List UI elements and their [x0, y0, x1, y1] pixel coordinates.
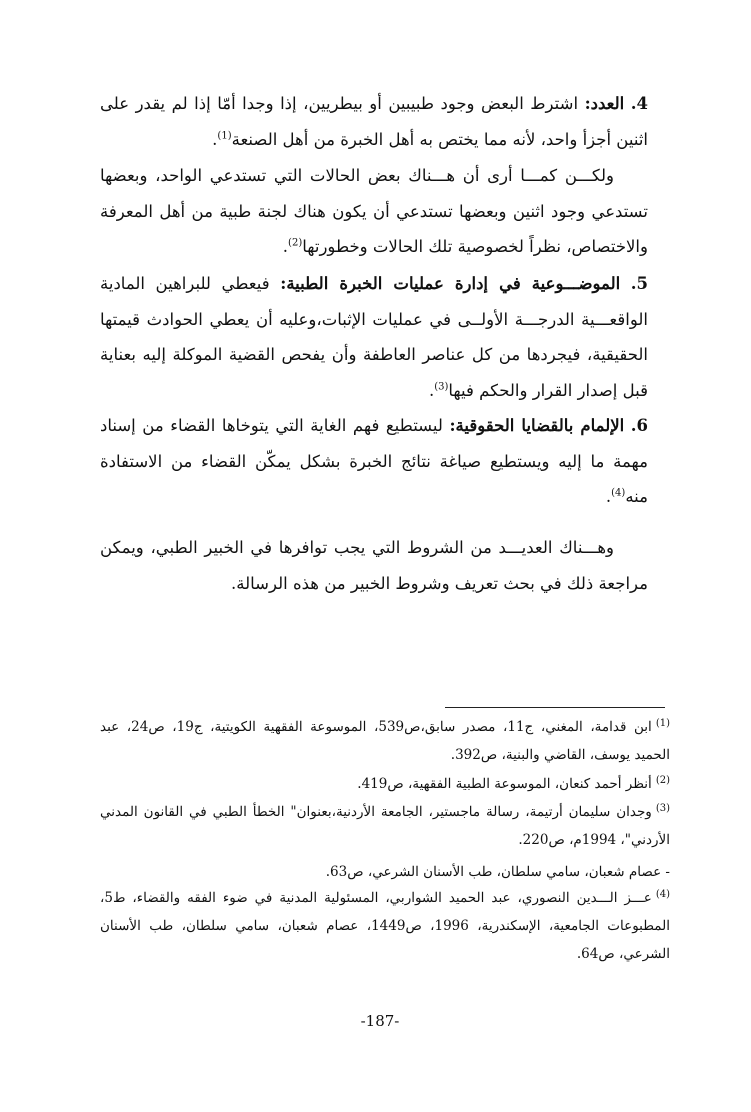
footnote-ref[interactable]: (1) [217, 130, 232, 141]
footnote-ref[interactable]: (2) [288, 237, 303, 249]
item-number: 4. [630, 94, 648, 113]
item-heading: الإلمام بالقضايا الحقوقية: [449, 416, 625, 435]
item-heading: العدد: [584, 94, 625, 113]
footnote-text: عـــز الـــدين النصوري، عبد الحميد الشواربي، المسئولية المدنية في ضوء الفقه والقضاء، ط5، المطبوعات الجامعية، الإسكندرية، 1996، ص1449، عصام شعبان، سامي سلطان، طب الأسنان الشرعي، ص64. [100, 890, 670, 962]
footnote-2 [100, 770, 670, 798]
footnote-4 [100, 884, 670, 968]
paragraph-text: ولكـــن كمـــا أرى أن هـــناك بعض الحالات التي تستدعي الواحد، وبعضها تستدعي وجود اثنين وبعضها تستدعي أن يكون هناك لجنة طبية من أهل المعرفة والاختصاص، نظراً لخصوصية تلك الحالات وخطورتها [100, 166, 648, 256]
item-heading: الموضـــوعية في إدارة عمليات الخبرة الطبية: [280, 274, 621, 293]
paragraph-conclusion [100, 530, 648, 601]
punctuation: . [428, 380, 435, 400]
punctuation: . [212, 129, 218, 149]
footnote-3-continued [100, 858, 684, 886]
footnote-mark: (3) [655, 802, 670, 814]
footnote-ref[interactable]: (3) [434, 381, 449, 392]
paragraph-text: فيعطي للبراهين المادية الواقعـــية الدرجـــة الأولــى في عمليات الإثبات،وعليه أن يعطي الحوادث قيمتها الحقيقية، فيجردها من كل عناصر العاطفة وأن يفحص القضية الموكلة إليه بعناية قبل إصدار القرار والحكم فيها [100, 274, 648, 400]
footnote-divider [445, 707, 665, 708]
footnote-1 [100, 713, 670, 769]
paragraph-text: اشترط البعض وجود طبيبين أو بيطريين، إذا وجدا أمّا إذا لم يقدر على اثنين أجزأ واحد، لأنه مما يختص به أهل الخبرة من أهل الصنعة [100, 94, 648, 149]
paragraph-text: وهـــناك العديـــد من الشروط التي يجب توافرها في الخبير الطبي، ويمكن مراجعة ذلك في بحث تعريف وشروط الخبير من هذه الرسالة. [100, 538, 648, 593]
paragraph-item-4 [100, 86, 648, 157]
paragraph-opinion [100, 158, 648, 265]
punctuation: . [605, 487, 612, 506]
footnote-mark: (2) [655, 774, 670, 786]
footnote-mark: (1) [655, 717, 670, 729]
footnote-text: وجدان سليمان أرتيمة، رسالة ماجستير، الجامعة الأردنية،بعنوان" الخطأ الطبي في القانون المدني الأردني"، 1994م، ص220. [100, 804, 670, 848]
item-number: 5. [630, 274, 649, 293]
footnote-mark: (4) [655, 888, 670, 900]
footnote-text: أنظر أحمد كنعان، الموسوعة الطبية الفقهية، ص419. [357, 776, 652, 792]
footnote-ref[interactable]: (4) [611, 487, 626, 499]
page-number: -187- [360, 1012, 400, 1030]
footnote-text: - عصام شعبان، سامي سلطان، طب الأسنان الشرعي، ص63. [325, 864, 670, 880]
footnote-text: ابن قدامة، المغني، ج11، مصدر سابق،ص539، الموسوعة الفقهية الكويتية، ج19، ص24، عبد الحميد يوسف، القاضي والبنية، ص392. [100, 719, 670, 763]
footnote-3 [100, 798, 670, 854]
paragraph-item-5 [100, 266, 648, 408]
item-number: 6. [630, 416, 649, 435]
paragraph-item-6 [100, 408, 648, 515]
paragraph-text: ليستطيع فهم الغاية التي يتوخاها القضاء من إسناد مهمة ما إليه ويستطيع صياغة نتائج الخبرة بشكل يمكّن القضاء من الاستفادة منه [100, 416, 648, 506]
punctuation: . [282, 237, 289, 256]
